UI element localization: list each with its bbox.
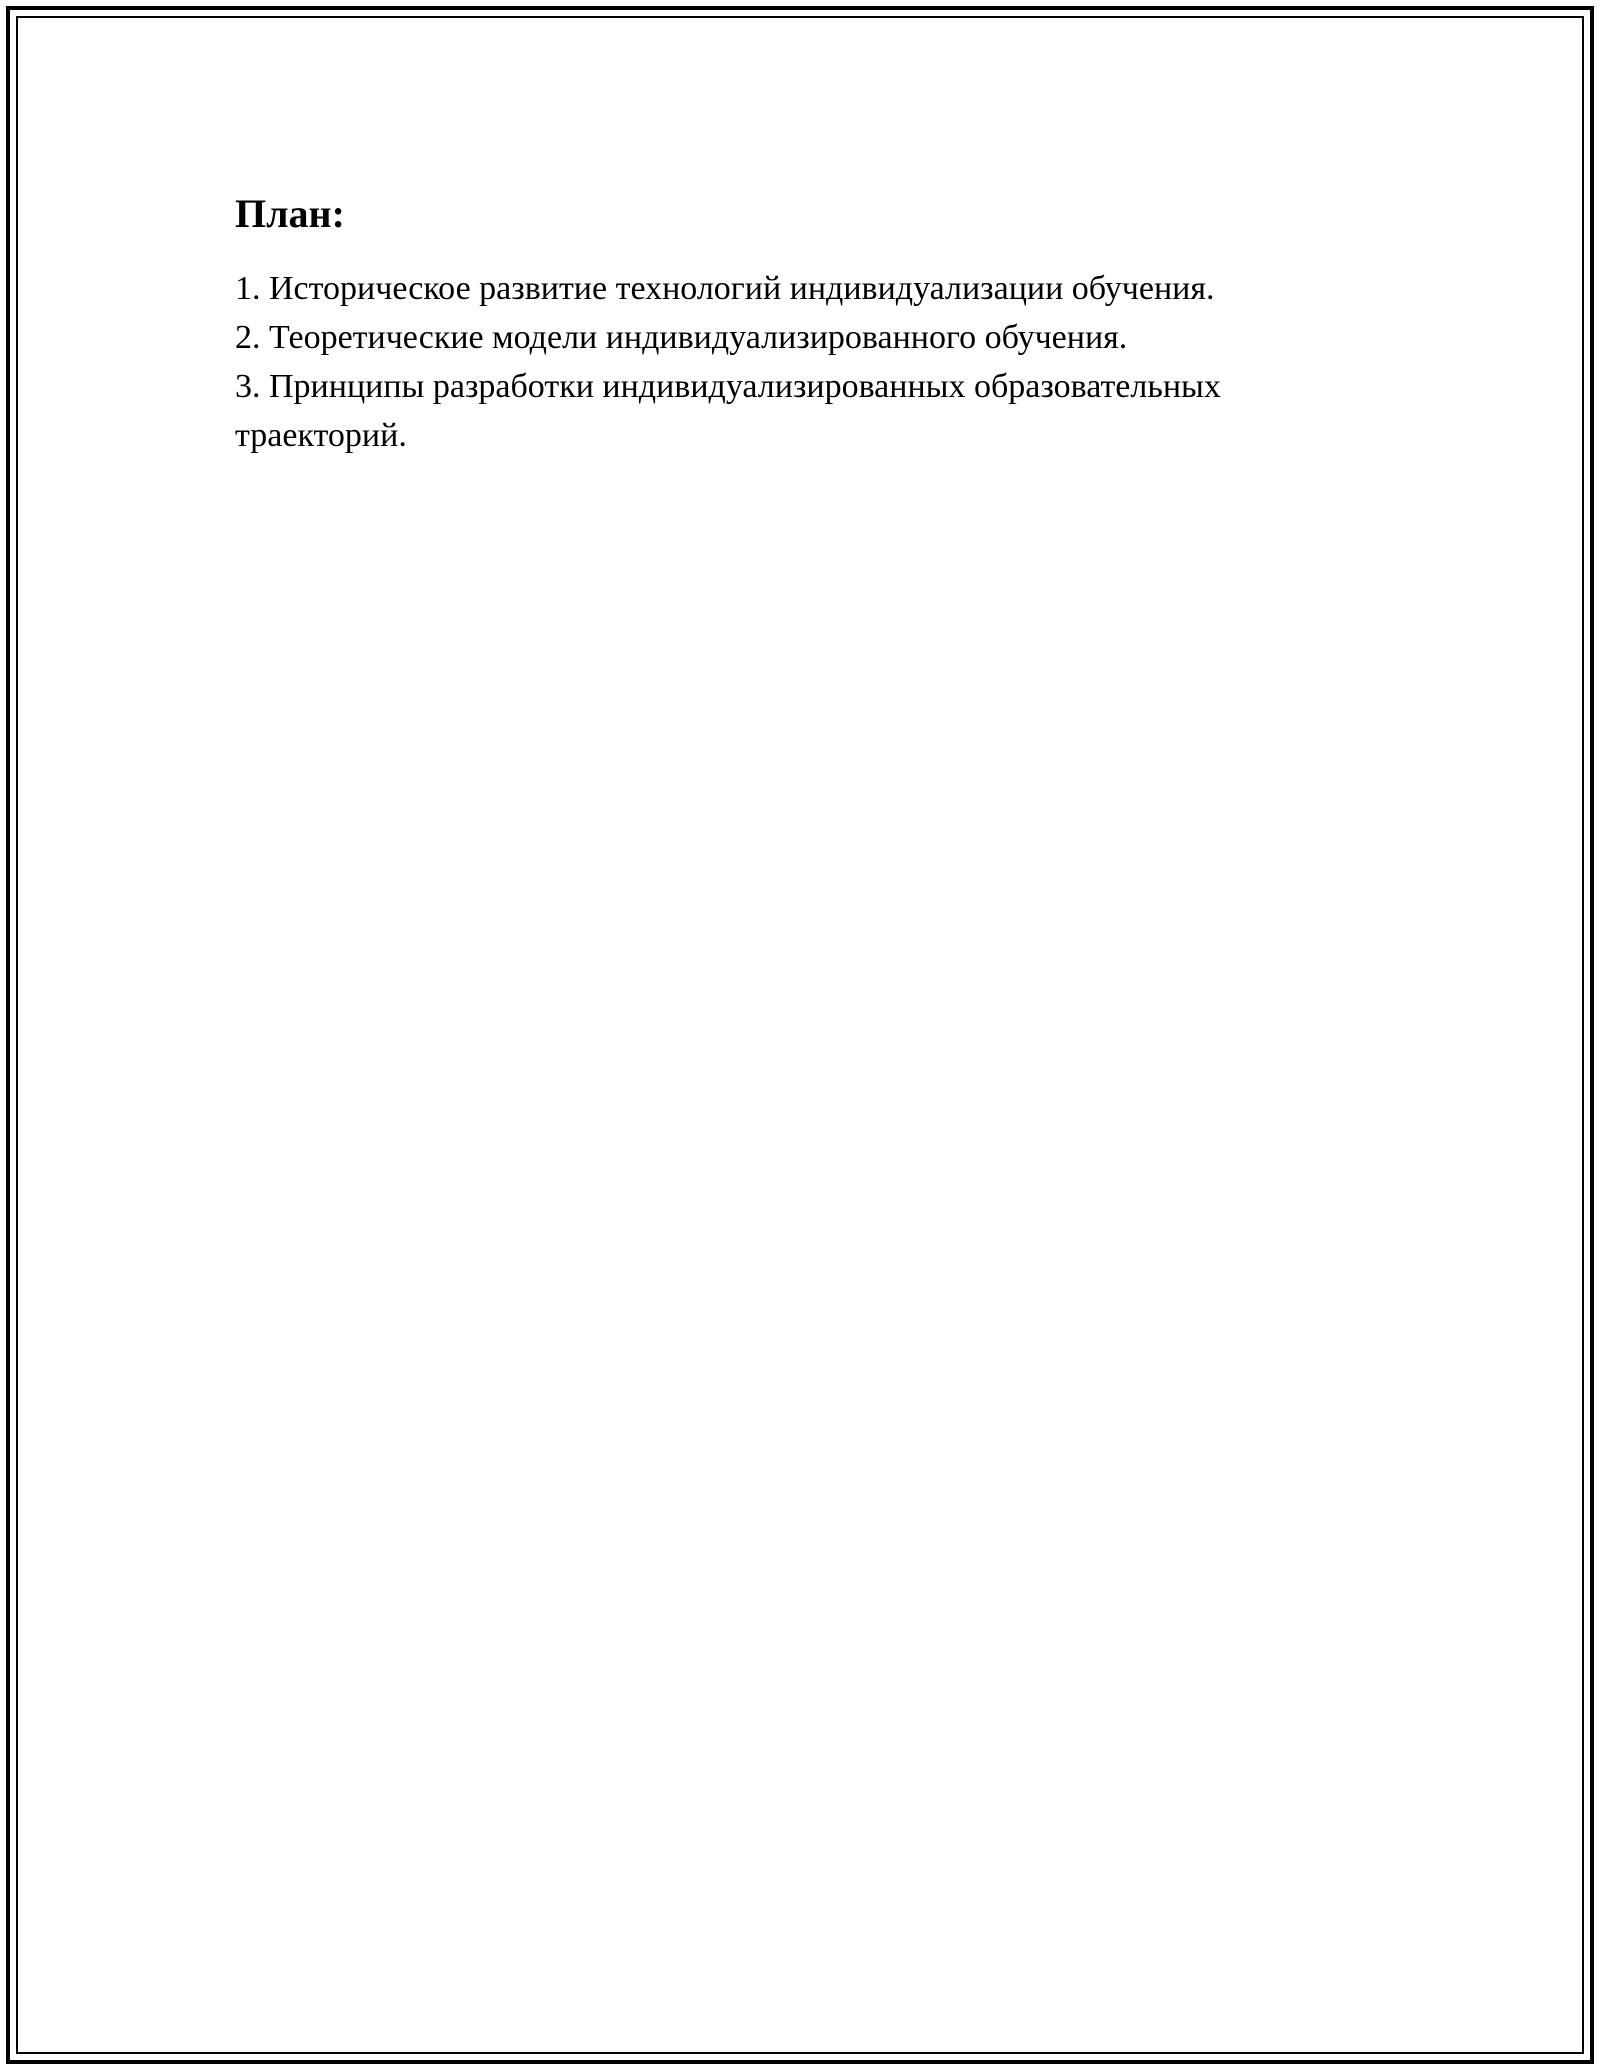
document-content: [235, 188, 1365, 460]
plan-heading: План:: [235, 191, 345, 236]
plan-item-3: 3. Принципы разработки индивидуализированных образовательных траекторий.: [235, 368, 1221, 454]
plan-item-2: 2. Теоретические модели индивидуализированного обучения.: [235, 319, 1128, 356]
plan-list: [235, 264, 1365, 460]
plan-item-1: 1. Историческое развитие технологий индивидуализации обучения.: [235, 270, 1215, 307]
